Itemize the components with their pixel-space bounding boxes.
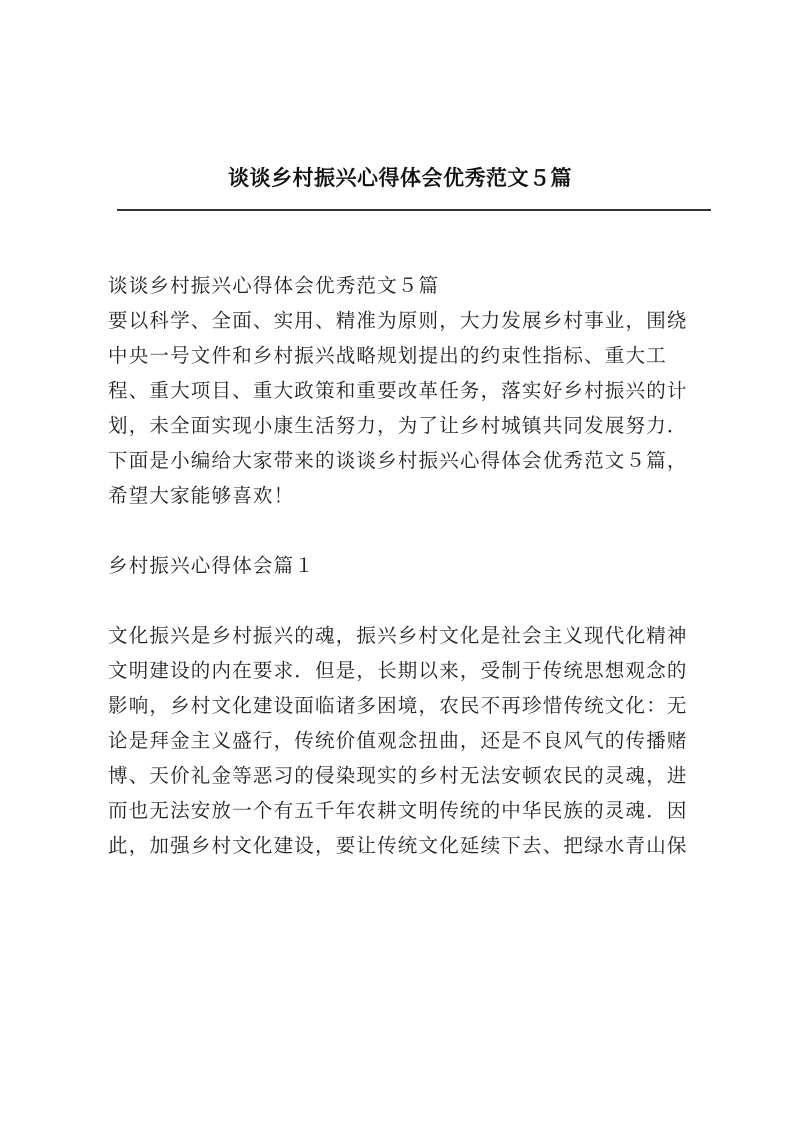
section-line: 文明建设的内在要求．但是，长期以来，受制于传统思想观念的	[108, 659, 688, 682]
document-body	[108, 268, 712, 863]
section-heading	[108, 548, 712, 583]
intro-line: 中央一号文件和乡村振兴战略规划提出的约束性指标、重大工	[108, 344, 667, 367]
intro-title: 谈谈乡村振兴心得体会优秀范文５篇	[108, 274, 440, 297]
section-line: 此，加强乡村文化建设，要让传统文化延续下去、把绿水青山保	[108, 834, 688, 857]
intro-line: 希望大家能够喜欢！	[108, 484, 295, 507]
section-line: 文化振兴是乡村振兴的魂，振兴乡村文化是社会主义现代化精神	[108, 624, 688, 647]
intro-line: 要以科学、全面、实用、精准为原则，大力发展乡村事业，围绕	[108, 309, 688, 332]
intro-line: 程、重大项目、重大政策和重要改革任务，落实好乡村振兴的计	[108, 379, 688, 402]
title-divider	[117, 209, 711, 211]
page-title: 谈谈乡村振兴心得体会优秀范文５篇	[228, 165, 572, 190]
paragraph-gap	[108, 583, 712, 618]
intro-line: 下面是小编给大家带来的谈谈乡村振兴心得体会优秀范文５篇，	[108, 449, 688, 472]
section-line: 论是拜金主义盛行，传统价值观念扭曲，还是不良风气的传播赌	[108, 729, 688, 752]
section-line: 而也无法安放一个有五千年农耕文明传统的中华民族的灵魂．因	[108, 799, 688, 822]
section-paragraph	[108, 618, 712, 863]
paragraph-gap	[108, 513, 712, 548]
intro-line: 划，未全面实现小康生活努力，为了让乡村城镇共同发展努力．	[108, 414, 688, 437]
section-line: 博、天价礼金等恶习的侵染现实的乡村无法安顿农民的灵魂，进	[108, 764, 688, 787]
section-heading-text: 乡村振兴心得体会篇１	[108, 554, 316, 577]
section-line: 影响，乡村文化建设面临诸多困境，农民不再珍惜传统文化：无	[108, 694, 688, 717]
intro-paragraph	[108, 268, 712, 513]
